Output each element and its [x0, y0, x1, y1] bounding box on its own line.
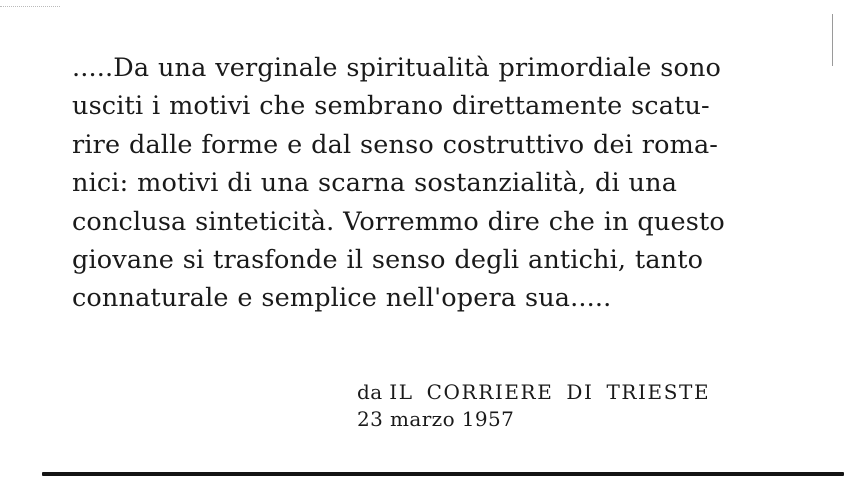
bottom-rule — [42, 472, 844, 476]
scan-artifact — [0, 6, 60, 8]
quote-block — [72, 49, 792, 318]
source-attribution — [357, 379, 710, 433]
quote-line: usciti i motivi che sembrano direttamente scatu- — [72, 91, 710, 122]
source-prefix: da — [357, 380, 383, 404]
quote-line: connaturale e semplice nell'opera sua..... — [72, 283, 612, 314]
quote-line: .....Da una verginale spiritualità primordiale sono — [72, 53, 722, 83]
quote-line: conclusa sinteticità. Vorremmo dire che in questo — [72, 206, 725, 237]
source-date: 23 marzo 1957 — [357, 407, 515, 431]
page-edge-mark — [832, 14, 833, 66]
source-publication-line — [357, 379, 710, 406]
quote-line: nici: motivi di una scarna sostanzialità, di una — [72, 168, 678, 199]
source-publication: IL CORRIERE DI TRIESTE — [389, 380, 711, 404]
quote-line: giovane si trasfonde il senso degli antichi, tanto — [72, 245, 704, 276]
quote-line: rire dalle forme e dal senso costruttivo dei roma- — [72, 129, 719, 160]
